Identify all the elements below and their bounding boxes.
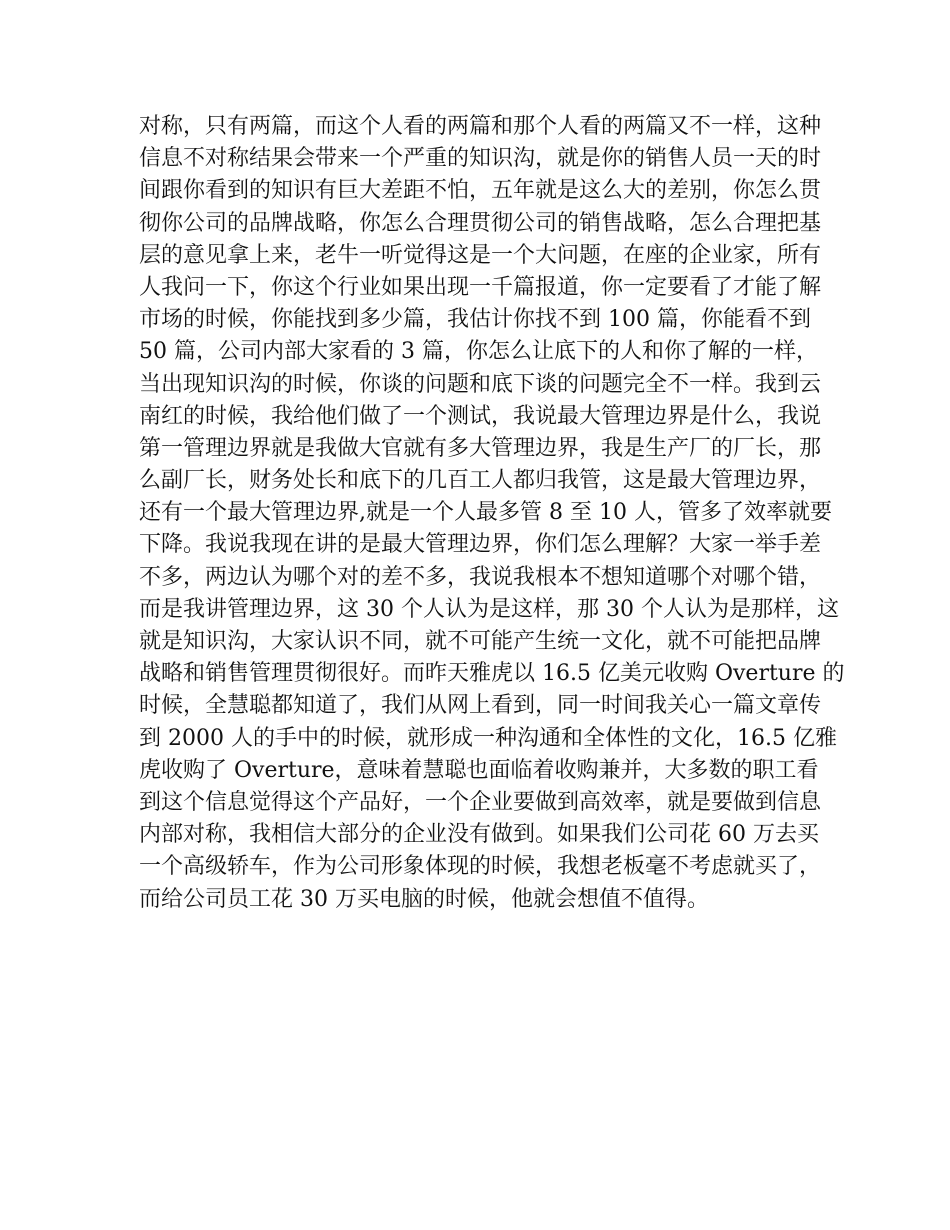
text-line: 人我问一下，你这个行业如果出现一千篇报道，你一定要看了才能了解 (139, 274, 822, 300)
text-line: 层的意见拿上来，老牛一听觉得这是一个大问题，在座的企业家，所有 (139, 242, 822, 268)
text-line: 对称，只有两篇，而这个人看的两篇和那个人看的两篇又不一样，这种 (139, 114, 822, 139)
text-line: 彻你公司的品牌战略，你怎么合理贯彻公司的销售战略，怎么合理把基 (139, 210, 822, 236)
text-line: 当出现知识沟的时候，你谈的问题和底下谈的问题完全不一样。我到云 (139, 371, 822, 397)
text-line: 战略和销售管理贯彻很好。而昨天雅虎以 16.5 亿美元收购 Overture 的 (139, 661, 845, 687)
text-line: 而给公司员工花 30 万买电脑的时候，他就会想值不值得。 (139, 886, 709, 912)
text-line: 一个高级轿车，作为公司形象体现的时候，我想老板毫不考虑就买了， (139, 854, 822, 880)
body-paragraph (139, 111, 845, 916)
text-line: 么副厂长，财务处长和底下的几百工人都归我管，这是最大管理边界， (139, 468, 822, 494)
text-line: 南红的时候，我给他们做了一个测试，我说最大管理边界是什么，我说 (139, 403, 822, 429)
text-line: 第一管理边界就是我做大官就有多大管理边界，我是生产厂的厂长，那 (139, 435, 822, 461)
text-line: 下降。我说我现在讲的是最大管理边界，你们怎么理解？大家一举手差 (139, 532, 822, 558)
text-line: 内部对称，我相信大部分的企业没有做到。如果我们公司花 60 万去买 (139, 822, 819, 848)
text-line: 时候，全慧聪都知道了，我们从网上看到，同一时间我关心一篇文章传 (139, 693, 822, 719)
text-line: 而是我讲管理边界，这 30 个人认为是这样，那 30 个人认为是那样，这 (139, 596, 839, 622)
text-line: 间跟你看到的知识有巨大差距不怕，五年就是这么大的差别，你怎么贯 (139, 178, 822, 204)
text-line: 就是知识沟，大家认识不同，就不可能产生统一文化，就不可能把品牌 (139, 629, 822, 654)
text-line: 还有一个最大管理边界,就是一个人最多管 8 至 10 人，管多了效率就要 (139, 500, 832, 526)
text-line: 市场的时候，你能找到多少篇，我估计你找不到 100 篇，你能看不到 (139, 307, 811, 333)
text-line: 信息不对称结果会带来一个严重的知识沟，就是你的销售人员一天的时 (139, 146, 822, 172)
text-line: 到这个信息觉得这个产品好，一个企业要做到高效率，就是要做到信息 (139, 789, 822, 815)
text-line: 50 篇，公司内部大家看的 3 篇，你怎么让底下的人和你了解的一样， (139, 339, 818, 365)
text-line: 不多，两边认为哪个对的差不多，我说我根本不想知道哪个对哪个错， (139, 564, 822, 590)
text-line: 虎收购了 Overture，意味着慧聪也面临着收购兼并，大多数的职工看 (139, 757, 819, 783)
text-line: 到 2000 人的手中的时候，就形成一种沟通和全体性的文化，16.5 亿雅 (139, 725, 837, 751)
